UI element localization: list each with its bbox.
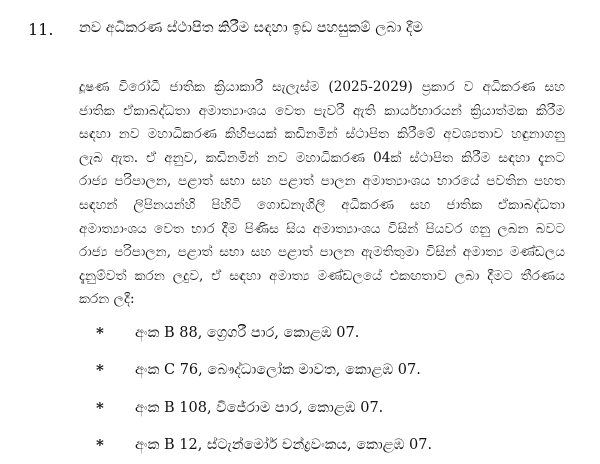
address-text: අංක B 108, විජේරාම පාර, කොළඹ 07. — [135, 399, 384, 416]
bullet-marker: * — [96, 361, 104, 380]
item-number: 11. — [28, 20, 54, 39]
list-item — [96, 389, 432, 427]
paragraph-line: රාජ්‍ය පරිපාලන, පළාත් සභා සහ පළාත් පාලන ඇමතිතුමා විසින් අමාත්‍ය මණ්ඩලය — [79, 244, 565, 261]
paragraph-line: දැනුම්වත් කරන ලදුව, ඒ සඳහා අමාත්‍ය මණ්ඩලයේ එකඟතාව ලබා දීමට තීරණය — [79, 267, 565, 284]
paragraph-line: රාජ්‍ය පරිපාලන, පළාත් සභා සහ පළාත් පාලන අමාත්‍යාංශය භාරයේ පවතින පහත — [79, 173, 565, 190]
paragraph-line: ලැබ ඇත. ඒ අනුව, කඩිනමින් නව මහාධිකරණ 04ක් ස්ථාපිත කිරීම සඳහා දැනට — [79, 149, 565, 166]
address-text: අංක B 12, ස්ටැන්මෝර් චන්ද්‍රවංකය, කොළඹ 07. — [135, 437, 433, 454]
address-text: අංක B 88, ග්‍රෙගරී පාර, කොළඹ 07. — [135, 324, 360, 341]
address-list — [96, 314, 432, 464]
list-item — [96, 427, 432, 464]
paragraph-line: අමාත්‍යාංශය වෙත භාර දීම පිණිස සිය අමාත්‍යාංශය විසින් පියවර ගනු ලබන බවට — [79, 220, 565, 237]
decision-paragraph — [79, 76, 565, 312]
paragraph-line: සඳහන් ලිපිනයන්හි පිහිටි ගොඩනැගිලි අධිකරණ සහ ජාතික ඒකාබද්ධතා — [79, 196, 565, 213]
paragraph-line: සඳහා නව මහාධිකරණ කිහිපයක් කඩිනමින් ස්ථාපිත කිරීමේ අවශ්‍යතාව හඳුනාගනු — [79, 126, 565, 143]
bullet-marker: * — [96, 398, 104, 417]
item-title: නව අධිකරණ ස්ථාපිත කිරීම සඳහා ඉඩ පහසුකම් ලබා දීම — [79, 20, 423, 36]
paragraph-line: දූෂණ විරෝධී ජාතික ක්‍රියාකාරී සැලැස්ම (2025-2029) ප්‍රකාර ව අධිකරණ සහ — [79, 79, 565, 95]
list-item — [96, 314, 432, 352]
list-item — [96, 352, 432, 390]
paragraph-line: කරන ලදී: — [79, 291, 135, 308]
bullet-marker: * — [96, 436, 104, 455]
paragraph-line: ජාතික ඒකාබද්ධතා අමාත්‍යාංශය වෙත පැවරී ඇති කාර්යභාරයන් ක්‍රියාත්මක කිරීම — [79, 102, 565, 119]
address-text: අංක C 76, බෞද්ධාලෝක මාවත, කොළඹ 07. — [135, 362, 421, 379]
bullet-marker: * — [96, 323, 104, 342]
